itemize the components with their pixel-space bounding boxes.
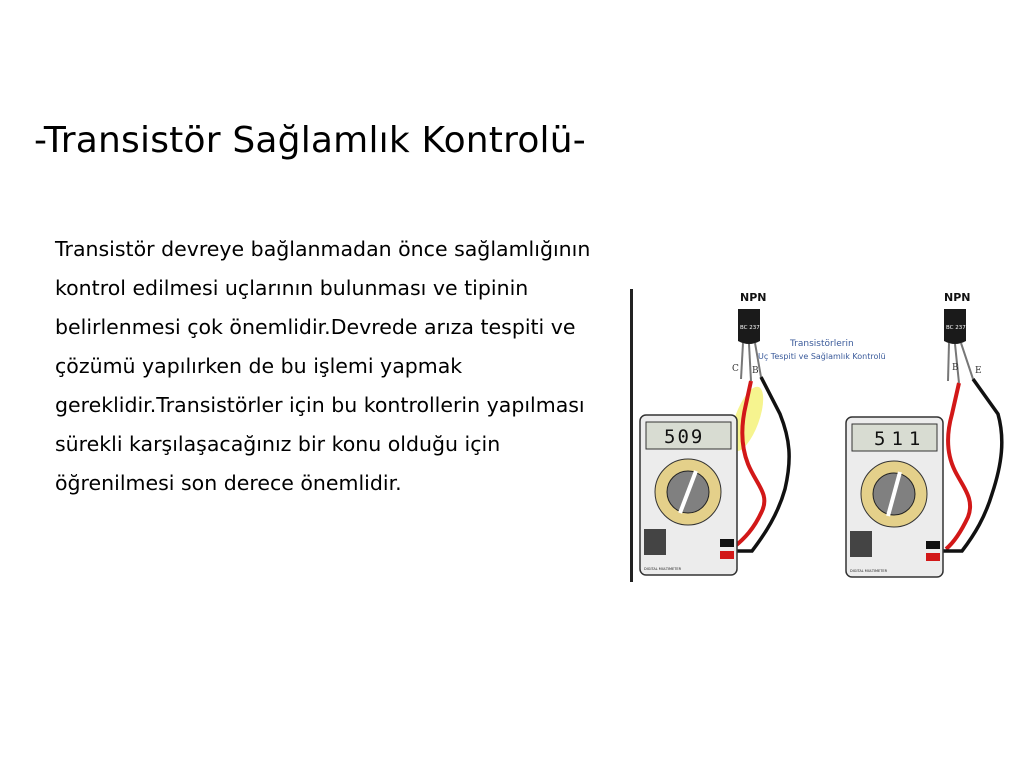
left-multimeter <box>640 415 737 575</box>
right-pin-e: E <box>975 366 982 376</box>
right-npn-label: NPN <box>944 291 971 304</box>
left-npn-label: NPN <box>740 291 767 304</box>
right-part-label: BC 237 <box>946 325 966 331</box>
right-pin-b: B <box>952 363 959 373</box>
left-pin-c: C <box>732 364 739 374</box>
left-display-value: 509 <box>664 426 705 448</box>
left-pin-b: B <box>752 366 759 376</box>
right-display-value: 511 <box>874 428 927 450</box>
left-part-label: BC 237 <box>740 325 760 331</box>
slide-title: -Transistör Sağlamlık Kontrolü- <box>34 120 586 162</box>
right-multimeter <box>846 417 943 577</box>
left-meter-brand: DIGITAL MULTIMETER <box>644 567 682 571</box>
figure-caption-line2: Uç Tespiti ve Sağlamlık Kontrolü <box>758 352 886 361</box>
right-transistor <box>944 291 982 383</box>
left-transistor <box>732 291 766 381</box>
slide-paragraph: Transistör devreye bağlanmadan önce sağlamlığının kontrol edilmesi uçlarının bulunması ve tipinin belirlenmesi çok önemlidir.Devrede arıza tespiti ve çözümü yapılırken de bu işlemi yapmak gereklidir.Transistörler için bu kontrollerin yapılması sürekli karşılaşacağınız bir konu olduğu için öğrenilmesi son derece önemlidir. <box>55 237 591 495</box>
right-meter-brand: DIGITAL MULTIMETER <box>850 569 888 573</box>
multimeter-figure <box>630 289 1024 582</box>
figure-caption-line1: Transistörlerin <box>790 339 854 349</box>
